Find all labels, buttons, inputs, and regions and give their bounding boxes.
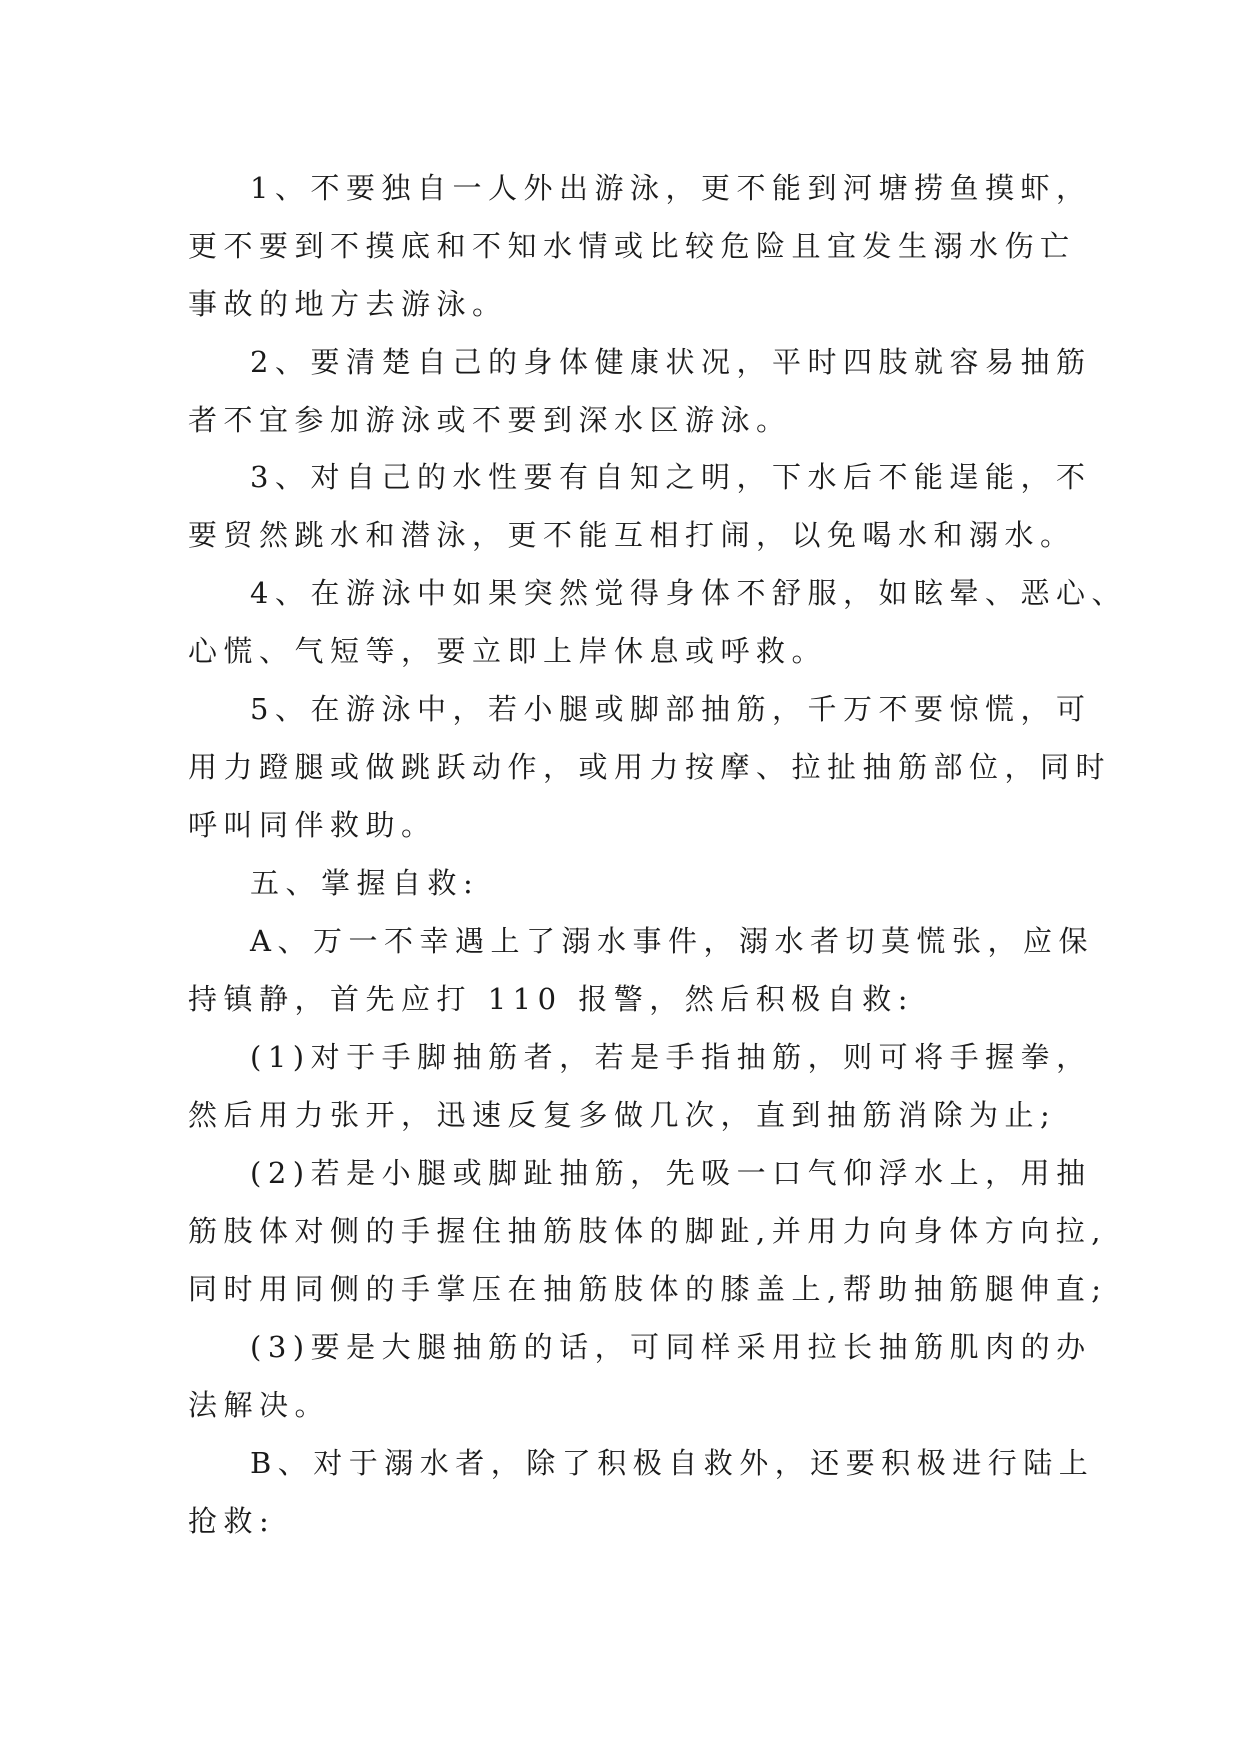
para-a-line-1: A、万一不幸遇上了溺水事件，溺水者切莫慌张，应保 (250, 924, 1094, 958)
para-1-line-2: 更不要到不摸底和不知水情或比较危险且宜发生溺水伤亡 (188, 229, 1076, 263)
item-2-line-2: 筋肢体对侧的手握住抽筋肢体的脚趾,并用力向身体方向拉, (188, 1214, 1107, 1248)
para-5-line-2: 用力蹬腿或做跳跃动作，或用力按摩、拉扯抽筋部位，同时 (188, 750, 1112, 784)
para-1-line-1: 1、不要独自一人外出游泳，更不能到河塘捞鱼摸虾， (250, 171, 1092, 205)
para-3-line-1: 3、对自己的水性要有自知之明，下水后不能逞能，不 (250, 460, 1092, 494)
item-3-line-2: 法解决。 (188, 1388, 331, 1422)
para-4-line-2: 心慌、气短等，要立即上岸休息或呼救。 (188, 634, 828, 668)
para-5-line-1: 5、在游泳中，若小腿或脚部抽筋，千万不要惊慌，可 (250, 692, 1092, 726)
para-4-line-1: 4、在游泳中如果突然觉得身体不舒服，如眩晕、恶心、 (250, 576, 1127, 610)
para-2-line-1: 2、要清楚自己的身体健康状况，平时四肢就容易抽筋 (250, 345, 1092, 379)
para-5-line-3: 呼叫同伴救助。 (188, 808, 437, 842)
para-a-line-2: 持镇静，首先应打 110 报警，然后积极自救: (188, 982, 915, 1016)
item-1-line-1: (1)对于手脚抽筋者，若是手指抽筋，则可将手握拳， (250, 1040, 1092, 1074)
para-b-line-2: 抢救: (188, 1504, 276, 1538)
item-2-line-3: 同时用同侧的手掌压在抽筋肢体的膝盖上,帮助抽筋腿伸直; (188, 1272, 1108, 1306)
item-3-line-1: (3)要是大腿抽筋的话，可同样采用拉长抽筋肌肉的办 (250, 1330, 1092, 1364)
section-heading-self-rescue: 五、掌握自救: (250, 866, 480, 900)
item-1-line-2: 然后用力张开，迅速反复多做几次，直到抽筋消除为止; (188, 1098, 1057, 1132)
para-1-line-3: 事故的地方去游泳。 (188, 287, 508, 321)
para-3-line-2: 要贸然跳水和潜泳，更不能互相打闹，以免喝水和溺水。 (188, 518, 1076, 552)
para-2-line-2: 者不宜参加游泳或不要到深水区游泳。 (188, 403, 792, 437)
para-b-line-1: B、对于溺水者，除了积极自救外，还要积极进行陆上 (250, 1446, 1095, 1480)
item-2-line-1: (2)若是小腿或脚趾抽筋，先吸一口气仰浮水上，用抽 (250, 1156, 1092, 1190)
